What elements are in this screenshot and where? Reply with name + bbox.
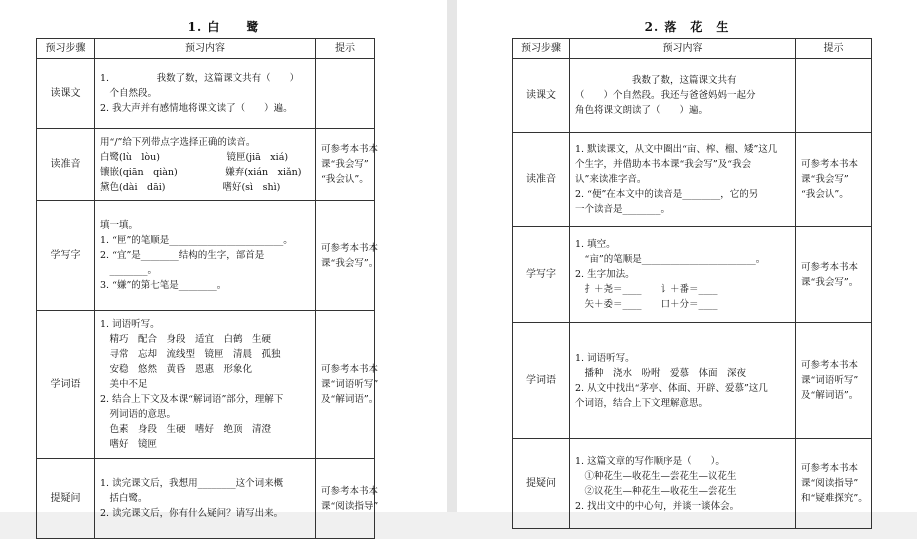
content-line: 角色将课文朗读了（ ）遍。	[575, 105, 709, 116]
step-cell: 提疑问	[37, 459, 95, 539]
content-line: 个词语，结合上下文理解意思。	[575, 397, 709, 409]
table-row	[513, 439, 872, 529]
tip-line: 和“疑难探究”。	[801, 493, 868, 504]
tip-line: 课“我会写”	[801, 174, 849, 185]
tip-line: 课“我会写”。	[321, 257, 379, 269]
document-page-left	[0, 0, 447, 519]
step-cell: 读准音	[37, 129, 95, 201]
content-line: 色素 身段 生硬 嗜好 绝顶 清澄	[100, 424, 272, 435]
content-cell	[95, 459, 316, 539]
tip-line: 可参考本书本	[321, 485, 379, 497]
table-row	[37, 59, 375, 129]
tip-cell	[796, 59, 872, 133]
step-cell: 学写字	[37, 201, 95, 311]
tip-line: 课“阅读指导”	[321, 500, 379, 512]
tip-cell	[796, 439, 872, 529]
content-line: ①种花生—收花生—尝花生—议花生	[575, 470, 737, 482]
tip-cell	[316, 459, 379, 539]
tip-cell	[796, 323, 872, 439]
content-cell	[95, 201, 316, 311]
content-line: 括白鹭。	[100, 493, 148, 504]
column-header: 预习内容	[95, 39, 316, 59]
tip-line: 可参考本书本	[321, 144, 379, 155]
content-line: 矢＋委＝____ 口＋分＝____	[575, 299, 718, 310]
content-line: 我数了数，这篇课文共有	[575, 75, 737, 86]
content-line: 2. 我大声并有感情地将课文读了（ ）遍。	[100, 103, 293, 114]
content-line: 镶嵌(qiān qiàn) 嫌弃(xián xiǎn)	[100, 166, 302, 178]
tip-cell	[796, 227, 872, 323]
content-line: 美中不足	[100, 379, 148, 390]
content-line: 1. 我数了数，这篇课文共有（ ）	[100, 73, 300, 84]
content-line: 1. 词语听写。	[100, 319, 160, 330]
content-cell	[570, 133, 796, 227]
lesson-title: 1. 白 鹭	[187, 20, 260, 34]
tip-cell	[316, 311, 379, 459]
document-page-right	[457, 0, 917, 512]
content-line: ②议花生—种花生—收花生—尝花生	[575, 485, 737, 497]
content-line: 个自然段。	[100, 88, 158, 99]
content-cell	[570, 439, 796, 529]
tip-line: 课“词语听写”	[321, 379, 379, 390]
column-header: 预习步骤	[513, 39, 570, 59]
content-line: “亩”的笔顺是________________________。	[575, 254, 766, 265]
step-cell: 学词语	[513, 323, 570, 439]
lesson-title: 2. 落 花 生	[644, 20, 730, 34]
content-line: 2. 读完课文后，你有什么疑问？请写出来。	[100, 508, 284, 519]
content-line: 精巧 配合 身段 适宜 白鹤 生硬	[100, 334, 272, 345]
content-line: 寻常 忘却 流线型 镜匣 清晨 孤独	[100, 349, 281, 360]
content-line: 1. 默读课文，从文中圈出“亩、榨、榴、矮”这几	[575, 144, 778, 155]
content-line: 1. 填空。	[575, 239, 616, 250]
content-line: 填一填。	[100, 220, 139, 231]
content-line: （ ）个自然段。我还与爸爸妈妈一起分	[575, 90, 756, 101]
content-line: 播种 浇水 吩咐 爱慕 体面 深夜	[575, 367, 747, 379]
header-row	[37, 39, 375, 59]
content-line: 安稳 悠然 黄昏 恩惠 形象化	[100, 364, 253, 375]
content-line: 1. 词语听写。	[575, 352, 635, 364]
content-line: 用“/”给下列带点字选择正确的读音。	[100, 136, 256, 148]
content-line: 个生字，并借助本书本课“我会写”及“我会	[575, 159, 752, 170]
step-cell: 读准音	[513, 133, 570, 227]
table-row	[513, 133, 872, 227]
page-divider	[447, 0, 457, 512]
content-cell	[570, 323, 796, 439]
content-line: 1. 读完课文后，我想用________这个词来概	[100, 478, 284, 489]
content-line: 1. 这篇文章的写作顺序是（ ）。	[575, 455, 725, 467]
tip-line: “我会认”。	[801, 189, 849, 200]
tip-line: 可参考本书本	[801, 159, 859, 170]
content-line: 2. 结合上下文及本课“解词语”部分，理解下	[100, 394, 284, 405]
table-row	[513, 227, 872, 323]
tip-line: “我会认”。	[321, 174, 369, 185]
table-row	[37, 129, 375, 201]
tip-cell	[316, 201, 379, 311]
content-line: 嗜好 镜匣	[100, 439, 158, 450]
content-line: 1. “匣”的笔顺是________________________。	[100, 235, 293, 246]
content-line: 2. 找出文中的中心句，并谈一谈体会。	[575, 500, 740, 512]
tip-line: 可参考本书本	[801, 463, 859, 474]
column-header: 提示	[316, 39, 375, 59]
content-line: 2. “宜”是________结构的生字，部首是	[100, 250, 265, 261]
tip-line: 及“解词语”。	[321, 394, 379, 405]
content-line: 一个读音是________。	[575, 204, 671, 215]
content-cell	[95, 311, 316, 459]
tip-line: 可参考本书本	[321, 364, 379, 375]
content-line: 扌＋尧＝____ 讠＋番＝____	[575, 284, 718, 295]
step-cell: 学写字	[513, 227, 570, 323]
content-line: 2. 从文中找出“茅亭、体面、开辟、爱慕”这几	[575, 382, 768, 394]
tip-line: 可参考本书本	[801, 360, 859, 371]
step-cell: 读课文	[37, 59, 95, 129]
tip-line: 课“我会写”	[321, 159, 369, 170]
content-cell	[570, 59, 796, 133]
tip-line: 课“阅读指导”	[801, 478, 859, 489]
tip-line: 课“词语听写”	[801, 375, 859, 386]
step-cell: 读课文	[513, 59, 570, 133]
table-row	[37, 311, 375, 459]
table-row	[37, 201, 375, 311]
header-row	[513, 39, 872, 59]
table-row	[513, 323, 872, 439]
content-cell	[570, 227, 796, 323]
column-header: 预习内容	[570, 39, 796, 59]
content-line: 2. “便”在本文中的读音是________，它的另	[575, 189, 759, 200]
column-header: 预习步骤	[37, 39, 95, 59]
content-line: ________。	[100, 265, 158, 276]
content-line: 列词语的意思。	[100, 409, 177, 420]
tip-cell	[316, 129, 379, 201]
tip-line: 课“我会写”。	[801, 276, 859, 288]
content-line: 2. 生字加法。	[575, 269, 635, 280]
content-line: 白鹭(lù lòu) 镜匣(jiā xiá)	[100, 151, 289, 163]
content-line: 3. “嫌”的第七笔是________。	[100, 280, 227, 291]
preview-table	[36, 38, 379, 539]
content-cell	[95, 129, 316, 201]
tip-cell	[316, 59, 375, 129]
content-line: 认”来读准字音。	[575, 174, 647, 185]
step-cell: 学词语	[37, 311, 95, 459]
content-line: 黛色(dài dāi) 嗜好(sì shì)	[100, 181, 281, 193]
preview-table	[512, 38, 872, 529]
tip-line: 可参考本书本	[801, 261, 859, 273]
table-row	[37, 459, 375, 539]
table-row	[513, 59, 872, 133]
tip-line: 及“解词语”。	[801, 390, 859, 401]
step-cell: 提疑问	[513, 439, 570, 529]
tip-cell	[796, 133, 872, 227]
content-cell	[95, 59, 316, 129]
column-header: 提示	[796, 39, 872, 59]
tip-line: 可参考本书本	[321, 242, 379, 254]
